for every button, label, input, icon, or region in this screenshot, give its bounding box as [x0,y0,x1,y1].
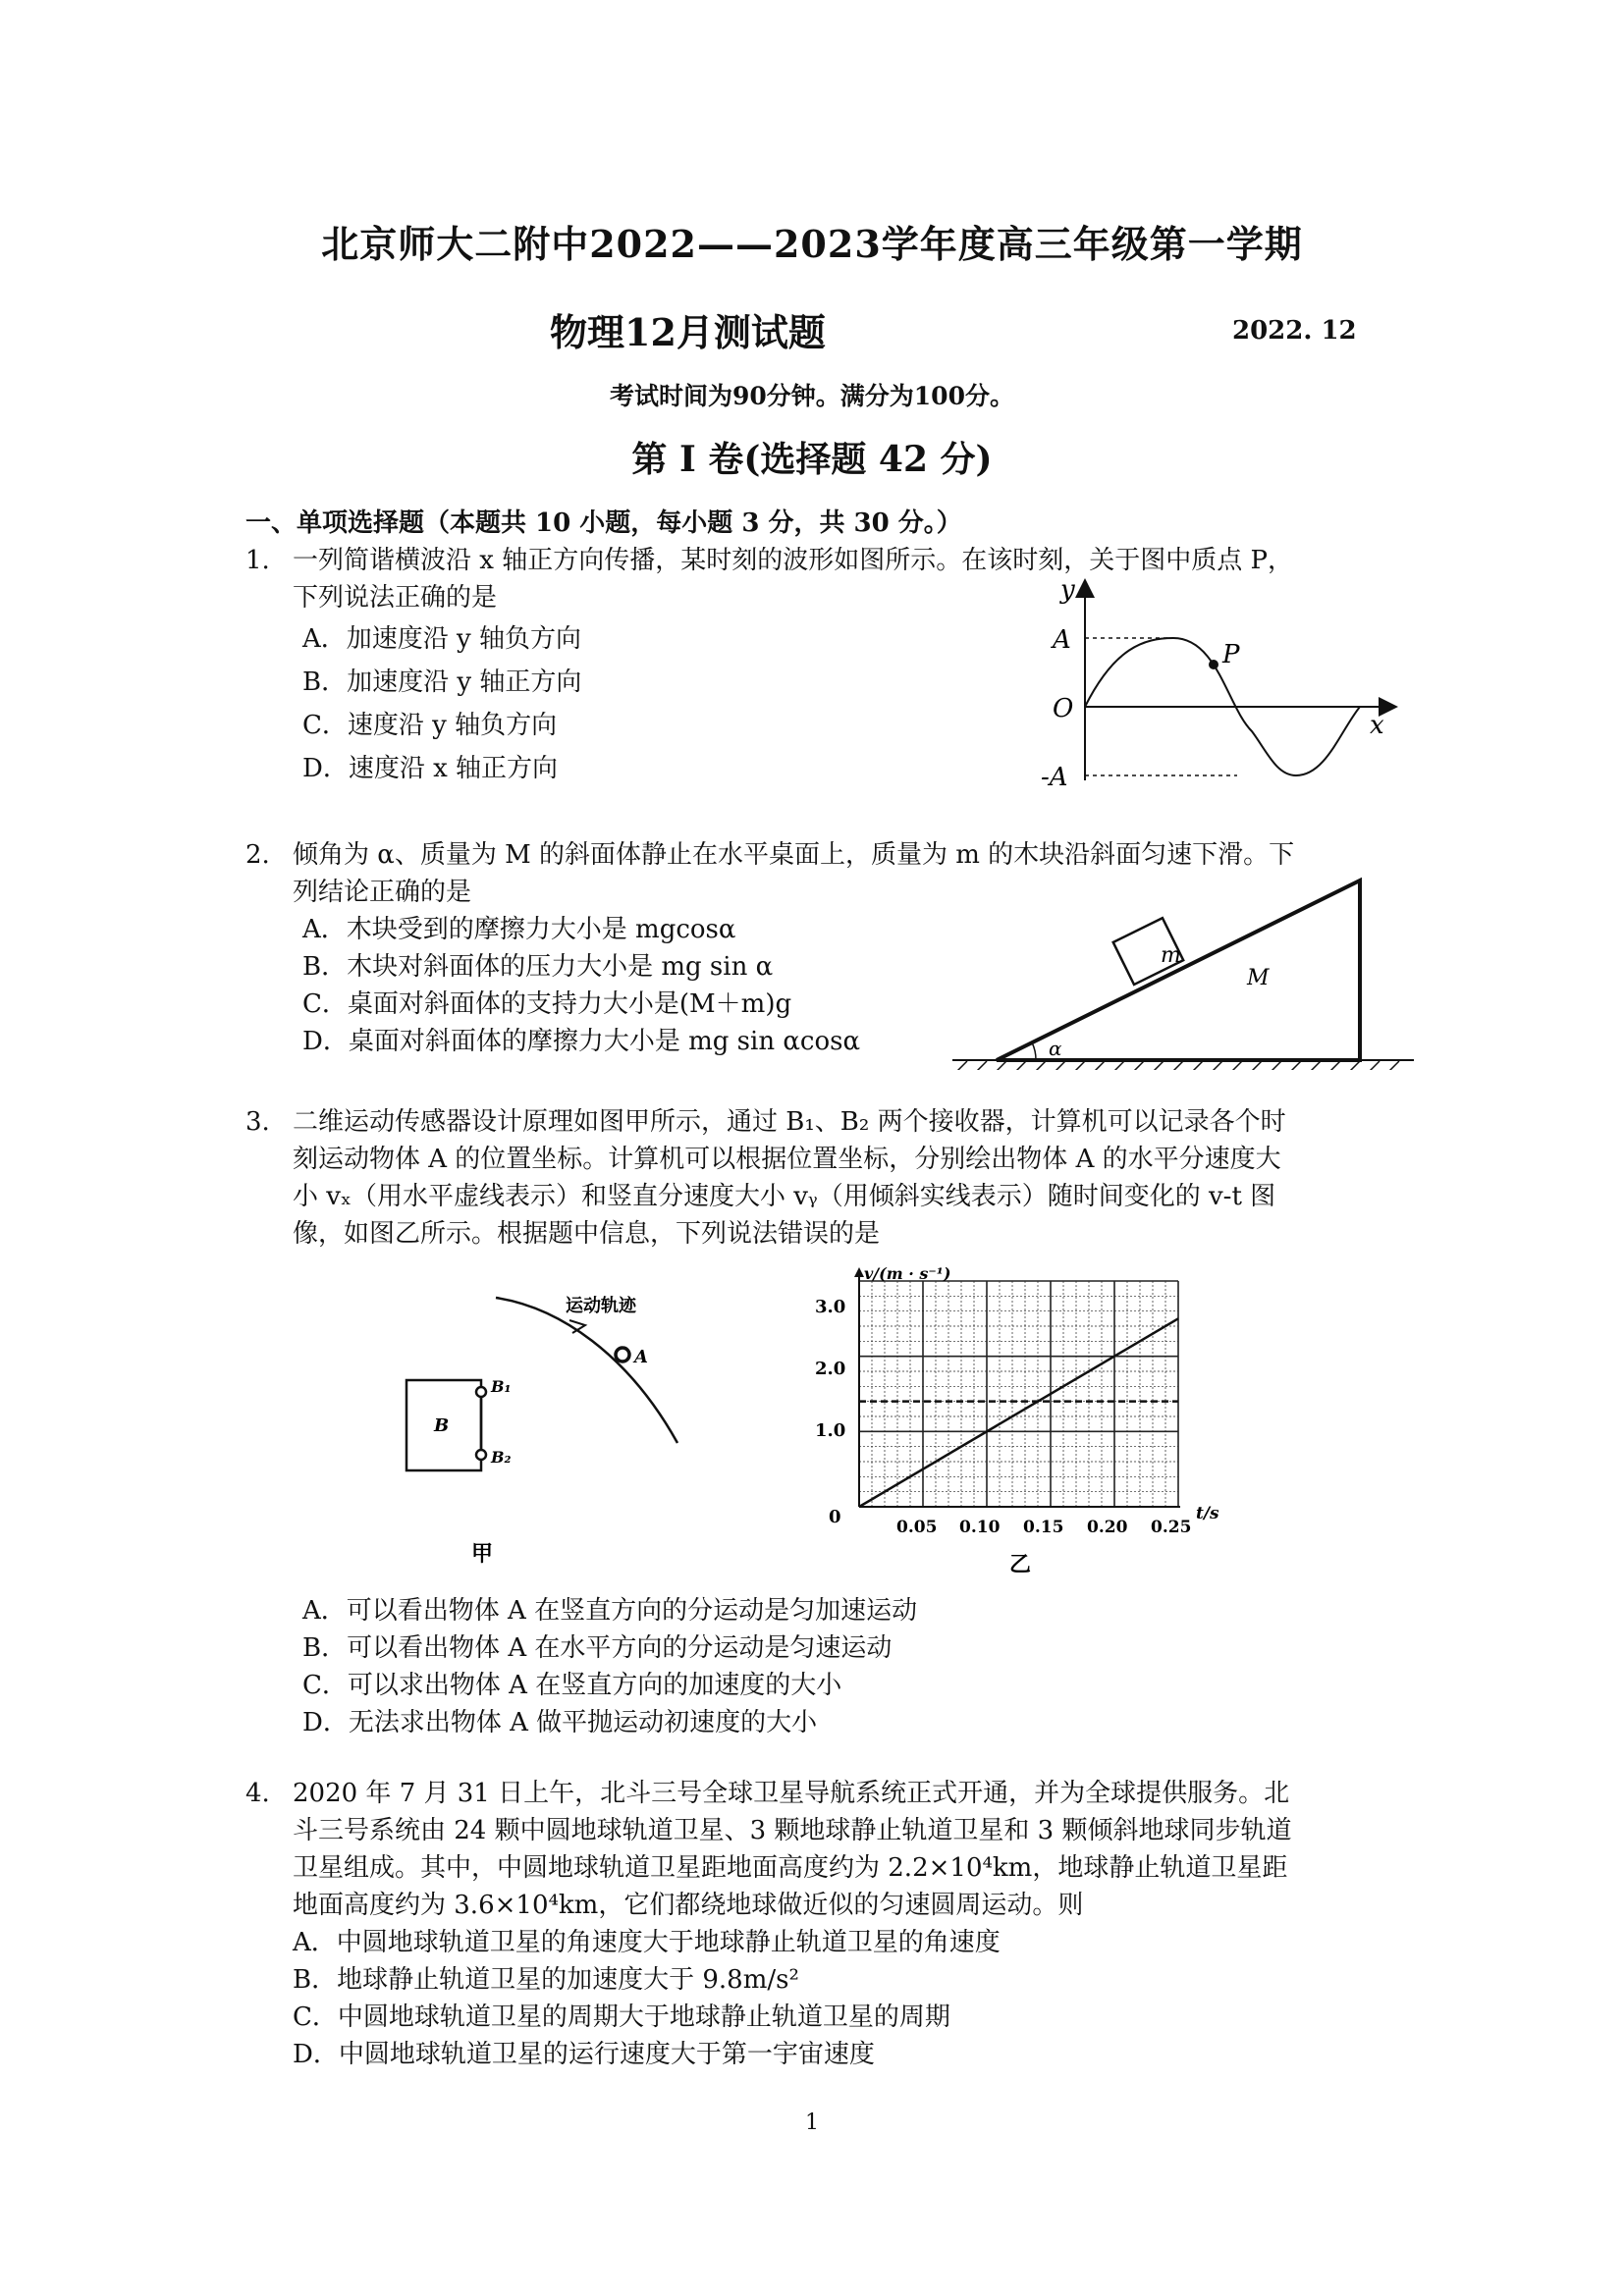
question-text: 卫星组成。其中，中圆地球轨道卫星距地面高度约为 2.2×10⁴km，地球静止轨道卫星距 [293,1853,1288,1883]
x-tick-label: 0.15 [1023,1518,1064,1537]
question-text: 一列简谐横波沿 x 轴正方向传播，某时刻的波形如图所示。在该时刻，关于图中质点 P， [293,546,1293,575]
incline-body [997,881,1360,1060]
option-d: D．无法求出物体 A 做平抛运动初速度的大小 [302,1708,818,1737]
option-a: A．中圆地球轨道卫星的角速度大于地球静止轨道卫星的角速度 [293,1928,1001,1957]
angle-arc [1032,1042,1036,1060]
point-p-label: P [1222,640,1240,669]
option-d: D．桌面对斜面体的摩擦力大小是 mg sin αcosα [302,1027,861,1056]
question-text: 下列说法正确的是 [293,583,498,613]
chart-grid [859,1281,1178,1507]
option-b: B．可以看出物体 A 在水平方向的分运动是匀速运动 [302,1633,893,1663]
question-number: 3. [245,1107,270,1137]
amplitude-label: A [1053,625,1071,655]
receiver-b2 [476,1450,486,1460]
computer-label: B [434,1415,450,1436]
x-tick-label: 0.25 [1151,1518,1192,1537]
receiver-b1-label: B₁ [491,1377,512,1396]
section-heading: 一、单项选择题（本题共 10 小题，每小题 3 分，共 30 分。） [245,508,962,538]
page-number: 1 [805,2110,819,2135]
y-axis-arrow [854,1267,864,1277]
question-3 [245,1103,1286,1253]
origin-label: O [1053,694,1074,723]
table-hatching [957,1061,1399,1070]
neg-amplitude-label: -A [1041,763,1068,790]
exam-title: 北京师大二附中2022——2023学年度高三年级第一学期 [321,222,1303,266]
object-a [616,1348,629,1362]
part-heading: 第 I 卷(选择题 42 分) [631,439,993,480]
question-number: 2. [245,840,270,870]
option-c: C．中圆地球轨道卫星的周期大于地球静止轨道卫星的周期 [293,2002,950,2032]
question-4 [245,1775,1292,2073]
question-text: 倾角为 α、质量为 M 的斜面体静止在水平桌面上，质量为 m 的木块沿斜面匀速下滑。下 [293,840,1295,870]
y-tick-label: 3.0 [815,1297,846,1317]
question-number: 1. [245,546,270,575]
y-axis-label: y [1060,575,1075,605]
y-tick-label: 2.0 [815,1359,846,1379]
block-m-label: m [1161,943,1181,968]
question-number: 4. [245,1779,270,1808]
option-b: B．地球静止轨道卫星的加速度大于 9.8m/s² [293,1965,799,1995]
exam-date: 2022. 12 [1232,316,1357,346]
receiver-b1 [476,1387,486,1397]
object-a-label: A [634,1347,648,1367]
question-text: 列结论正确的是 [293,878,472,907]
exam-subtitle: 物理12月测试题 [550,310,826,354]
chart-y-label: v/(m · s⁻¹) [864,1264,951,1283]
question-3-options [302,1592,917,1741]
chart-x-label: t/s [1196,1504,1219,1523]
vy-series-line [859,1318,1178,1507]
question-text: 刻运动物体 A 的位置坐标。计算机可以根据位置坐标，分别绘出物体 A 的水平分速度大 [293,1145,1281,1174]
chart-caption: 乙 [1009,1552,1032,1577]
y-tick-label: 1.0 [815,1420,846,1441]
x-tick-label: 0.20 [1087,1518,1128,1537]
figure-caption: 甲 [471,1541,494,1567]
sensor-figure [393,1286,707,1580]
option-a: A．木块受到的摩擦力大小是 mgcosα [302,915,736,944]
incline-figure [943,869,1463,1070]
option-b: B．加速度沿 y 轴正方向 [302,667,582,697]
option-d: D．速度沿 x 轴正方向 [302,754,559,783]
question-text: 2020 年 7 月 31 日上午，北斗三号全球卫星导航系统正式开通，并为全球提供服务。北 [293,1779,1290,1808]
y-tick-label: 0 [829,1507,841,1527]
option-c: C．速度沿 y 轴负方向 [302,711,558,740]
receiver-b2-label: B₂ [491,1448,512,1467]
option-c: C．桌面对斜面体的支持力大小是(M＋m)g [302,989,792,1019]
question-text: 小 vₓ（用水平虚线表示）和竖直分速度大小 vᵧ（用倾斜实线表示）随时间变化的 v-t 图 [293,1182,1276,1211]
angle-label: α [1049,1037,1062,1060]
option-d: D．中圆地球轨道卫星的运行速度大于第一宇宙速度 [293,2040,875,2069]
question-text: 像，如图乙所示。根据题中信息，下列说法错误的是 [293,1219,881,1249]
vt-chart [805,1261,1247,1585]
point-p [1209,660,1218,669]
option-b: B．木块对斜面体的压力大小是 mg sin α [302,952,774,982]
question-text: 斗三号系统由 24 颗中圆地球轨道卫星、3 颗地球静止轨道卫星和 3 颗倾斜地球同步轨道 [293,1816,1292,1845]
option-c: C．可以求出物体 A 在竖直方向的加速度的大小 [302,1671,842,1700]
incline-m-label: M [1247,966,1270,990]
question-text: 二维运动传感器设计原理如图甲所示，通过 B₁、B₂ 两个接收器，计算机可以记录各个时 [293,1107,1286,1137]
x-axis-label: x [1370,711,1384,740]
wave-figure [1031,574,1404,790]
x-tick-label: 0.05 [896,1518,938,1537]
x-tick-label: 0.10 [959,1518,1001,1537]
question-text: 地面高度约为 3.6×10⁴km，它们都绕地球做近似的匀速圆周运动。则 [293,1891,1084,1920]
trajectory-label: 运动轨迹 [566,1296,636,1316]
exam-note: 考试时间为90分钟。满分为100分。 [610,382,1014,410]
trajectory [496,1298,677,1443]
option-a: A．可以看出物体 A 在竖直方向的分运动是匀加速运动 [302,1596,918,1626]
option-a: A．加速度沿 y 轴负方向 [302,624,581,654]
